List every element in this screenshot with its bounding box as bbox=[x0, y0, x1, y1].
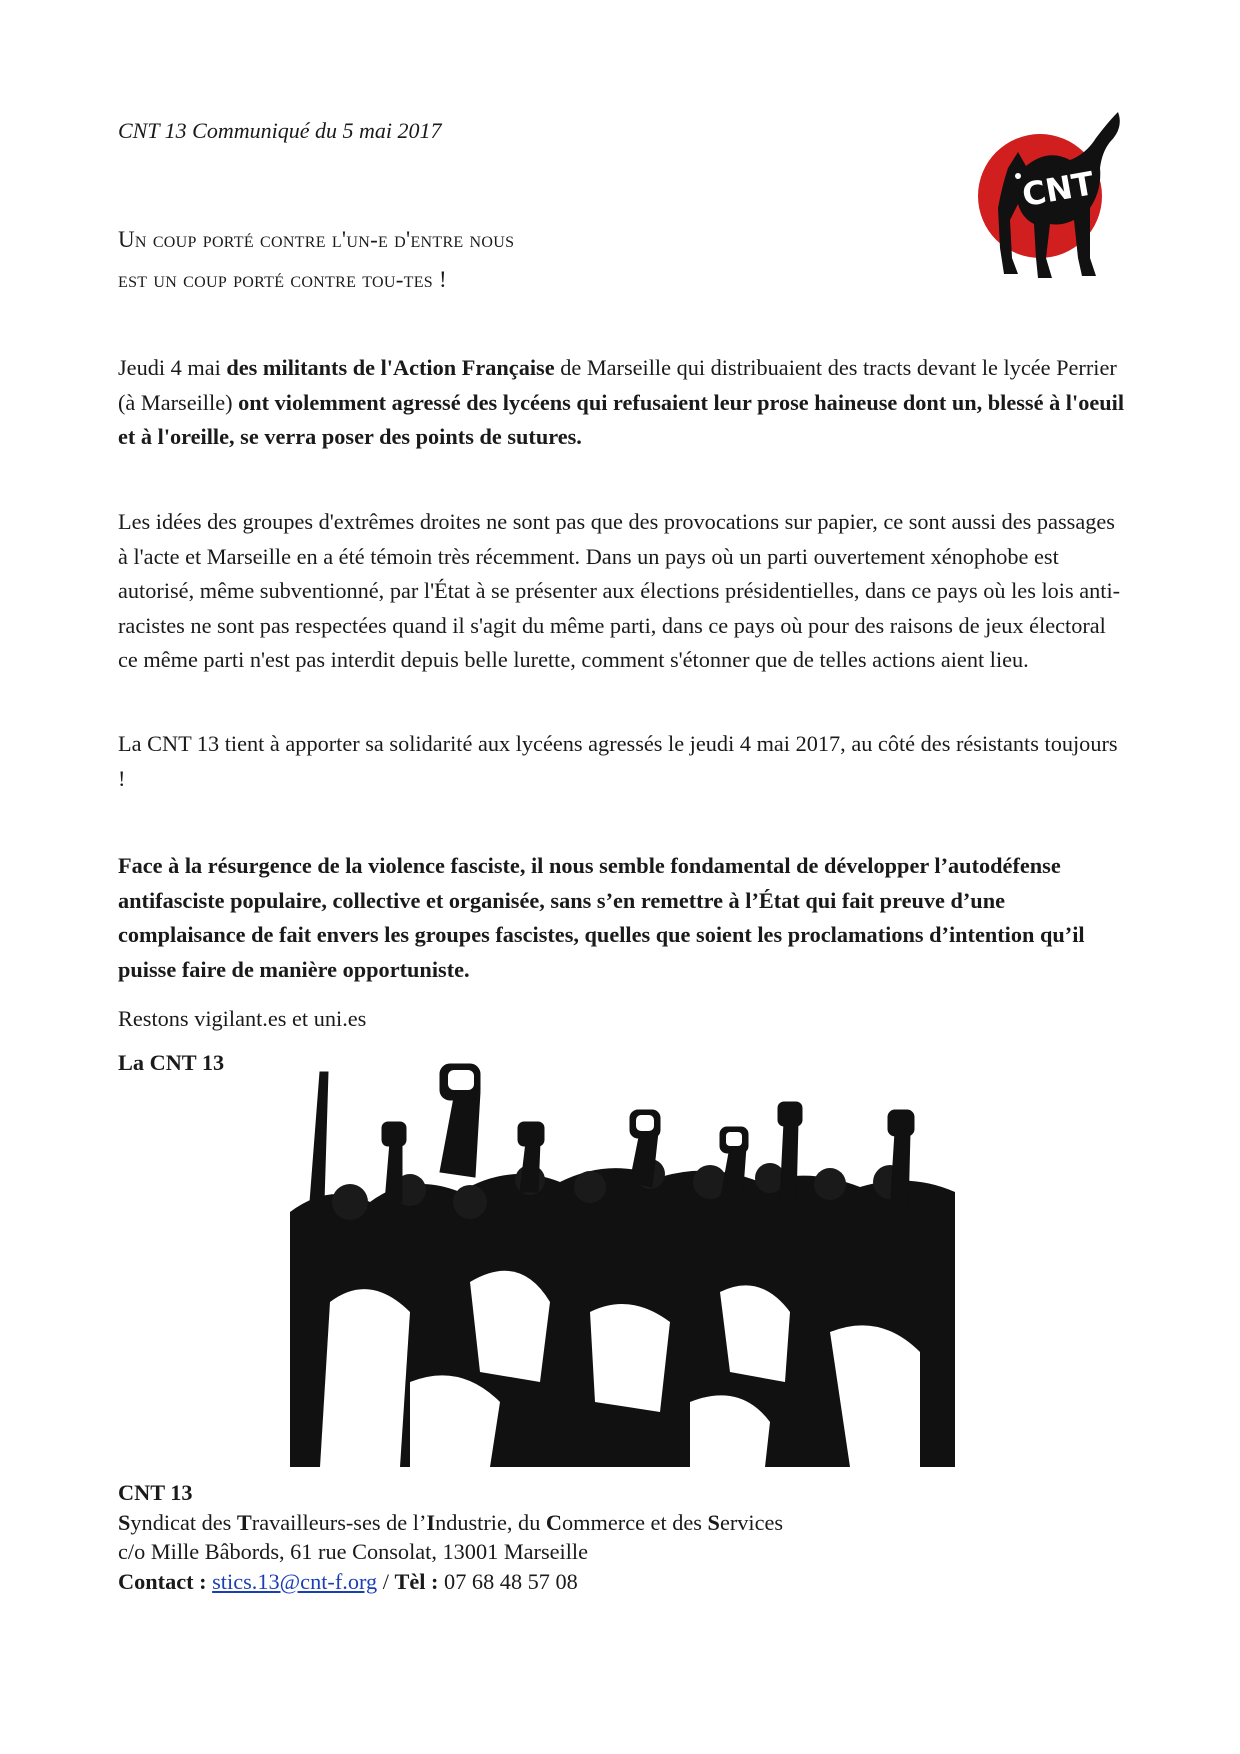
footer-contact-line: Contact : stics.13@cnt-f.org / Tèl : 07 68 48 57 08 bbox=[118, 1568, 578, 1594]
headline-line-2: est un coup porté contre tou-tes ! bbox=[118, 267, 448, 292]
cnt-cat-logo bbox=[978, 108, 1128, 288]
paragraph-context: Les idées des groupes d'extrêmes droites ne sont pas que des provocations sur papier, ce sont aussi des passages à l'acte et Marseille en a été témoin très récemment. Dans un pays où un parti ouvertement xénophobe est autorisé, même subventionné, par l'État à se présenter aux élections présidentielles, dans ce pays où les lois anti-racistes ne sont pas respectées quand il s'agit du même parti, dans ce pays où pour des raisons de jeux électoral ce même parti n'est pas interdit depuis belle lurette, comment s'étonner que de telles actions aient lieu. bbox=[118, 509, 1121, 672]
phone-number: 07 68 48 57 08 bbox=[444, 1568, 578, 1594]
headline bbox=[118, 220, 514, 300]
dateline: CNT 13 Communiqué du 5 mai 2017 bbox=[118, 118, 442, 143]
email-link[interactable]: stics.13@cnt-f.org bbox=[212, 1568, 378, 1594]
raised-fists-crowd-illustration bbox=[290, 1052, 955, 1467]
p1-text-2: de Marseille qui distribuaient des tracts devant le lycée Perrier (à Marseille) bbox=[118, 355, 1117, 415]
logo-text: CNT bbox=[1019, 164, 1097, 215]
footer-contact-block bbox=[118, 1478, 783, 1596]
p1-bold-2: ont violemment agressé des lycéens qui refusaient leur prose haineuse dont un, blessé à l'oeuil et à l'oreille, se verra poser des points de sutures. bbox=[118, 389, 1125, 449]
paragraph-solidarity: La CNT 13 tient à apporter sa solidarité aux lycéens agressés le jeudi 4 mai 2017, au côté des résistants toujours ! bbox=[118, 731, 1118, 791]
paragraph-closing: Restons vigilant.es et uni.es bbox=[118, 1006, 367, 1031]
headline-line-1: Un coup porté contre l'un-e d'entre nous bbox=[118, 227, 515, 252]
paragraph-incident bbox=[118, 351, 1128, 455]
footer-org: CNT 13 bbox=[118, 1480, 193, 1505]
paragraph-call-to-action: Face à la résurgence de la violence fasciste, il nous semble fondamental de développer l’autodéfense antifasciste populaire, collective et organisée, sans s’en remettre à l’État qui fait preuve d’une complaisance de fait envers les groupes fascistes, quelles que soient les proclamations d’intention qu’il puisse faire de manière opportuniste. bbox=[118, 853, 1085, 982]
footer-address: c/o Mille Bâbords, 61 rue Consolat, 13001 Marseille bbox=[118, 1539, 589, 1564]
p1-bold-1: des militants de l'Action Française bbox=[226, 355, 555, 380]
signature: La CNT 13 bbox=[118, 1050, 225, 1075]
footer-syndicat: Syndicat des Travailleurs-ses de l’Industrie, du Commerce et des Services bbox=[118, 1509, 784, 1535]
p1-text-1: Jeudi 4 mai bbox=[118, 355, 227, 380]
